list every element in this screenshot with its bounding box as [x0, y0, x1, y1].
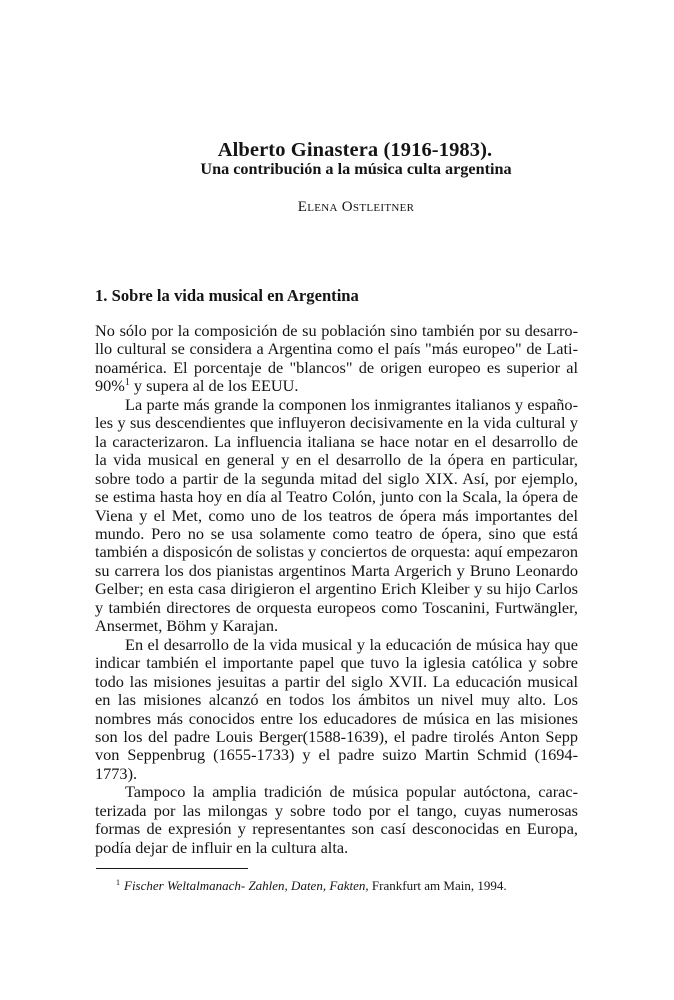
paragraph-1-text-end: y supera al de los EEUU.: [129, 376, 299, 396]
article-title: Alberto Ginastera (1916-1983).: [217, 139, 493, 161]
footnote-number: 1: [116, 878, 120, 887]
paragraph-1: [95, 322, 578, 396]
footnote-source-title: Fischer Weltalmanach- Zahlen, Daten, Fakten: [124, 878, 366, 893]
paragraph-3: En el desarrollo de la vida musical y la educación de música hay que indicar también el importante papel que tuvo la iglesia católica y sobre todo las misiones jesuitas a partir del siglo XVII. La educación musical en las misiones alcanzó en todos los ámbitos un nivel muy alto. Los nombres más conocidos entre los educadores de música en las misiones son los del padre Louis Berger(1588-1639), el padre tirolés Anton Sepp von Seppenbrug (1655-1733) y el padre suizo Martin Schmid (1694-1773).: [95, 634, 578, 783]
footnote-1: [116, 878, 507, 894]
paragraph-2: La parte más grande la componen los inmigrantes italianos y españoles y sus descendientes que influyeron decisivamente en la vida cultural y la caracterizaron. La influencia italiana se hace notar en el desarrollo de la vida musical en general y en el desarrollo de la ópera en particular, sobre todo a partir de la segunda mitad del siglo XIX. Así, por ejemplo, se estima hasta hoy en día al Teatro Colón, junto con la Scala, la ópera de Viena y el Met, como uno de los teatros de ópera más importantes del mundo. Pero no se usa solamente como teatro de ópera, sino que está también a disposicón de solistas y conciertos de orquesta: aquí empezaron su carrera los dos pianistas argentinos Marta Argerich y Bruno Leonardo Gelber; en esta casa dirigieron el argentino Erich Kleiber y su hijo Carlos y también directores de orquesta europeos como Toscanini, Furtwängler, Ansermet, Böhm y Karajan.: [95, 394, 578, 636]
body-text: [95, 322, 578, 857]
article-author: Elena Ostleitner: [297, 199, 415, 215]
footnote-source-details: , Frankfurt am Main, 1994.: [365, 878, 507, 893]
footnote-separator: [96, 868, 248, 869]
paragraph-1-text: No sólo por la composición de su población sino también por su desarrollo cultural se considera a Argentina como el país "más europeo" de Latinoamérica. El porcentaje de "blancos" de origen europeo es superior al 90%: [95, 321, 578, 396]
article-subtitle: Una contribución a la música culta argentina: [200, 160, 512, 178]
section-heading: 1. Sobre la vida musical en Argentina: [95, 286, 359, 305]
paragraph-4: Tampoco la amplia tradición de música popular autóctona, caracterizada por las milongas y sobre todo por el tango, cuyas numerosas formas de expresión y representantes son casí desconocidas en Europa, podía dejar de influir en la cultura alta.: [95, 782, 578, 857]
footnote-reference[interactable]: 1: [124, 377, 130, 389]
